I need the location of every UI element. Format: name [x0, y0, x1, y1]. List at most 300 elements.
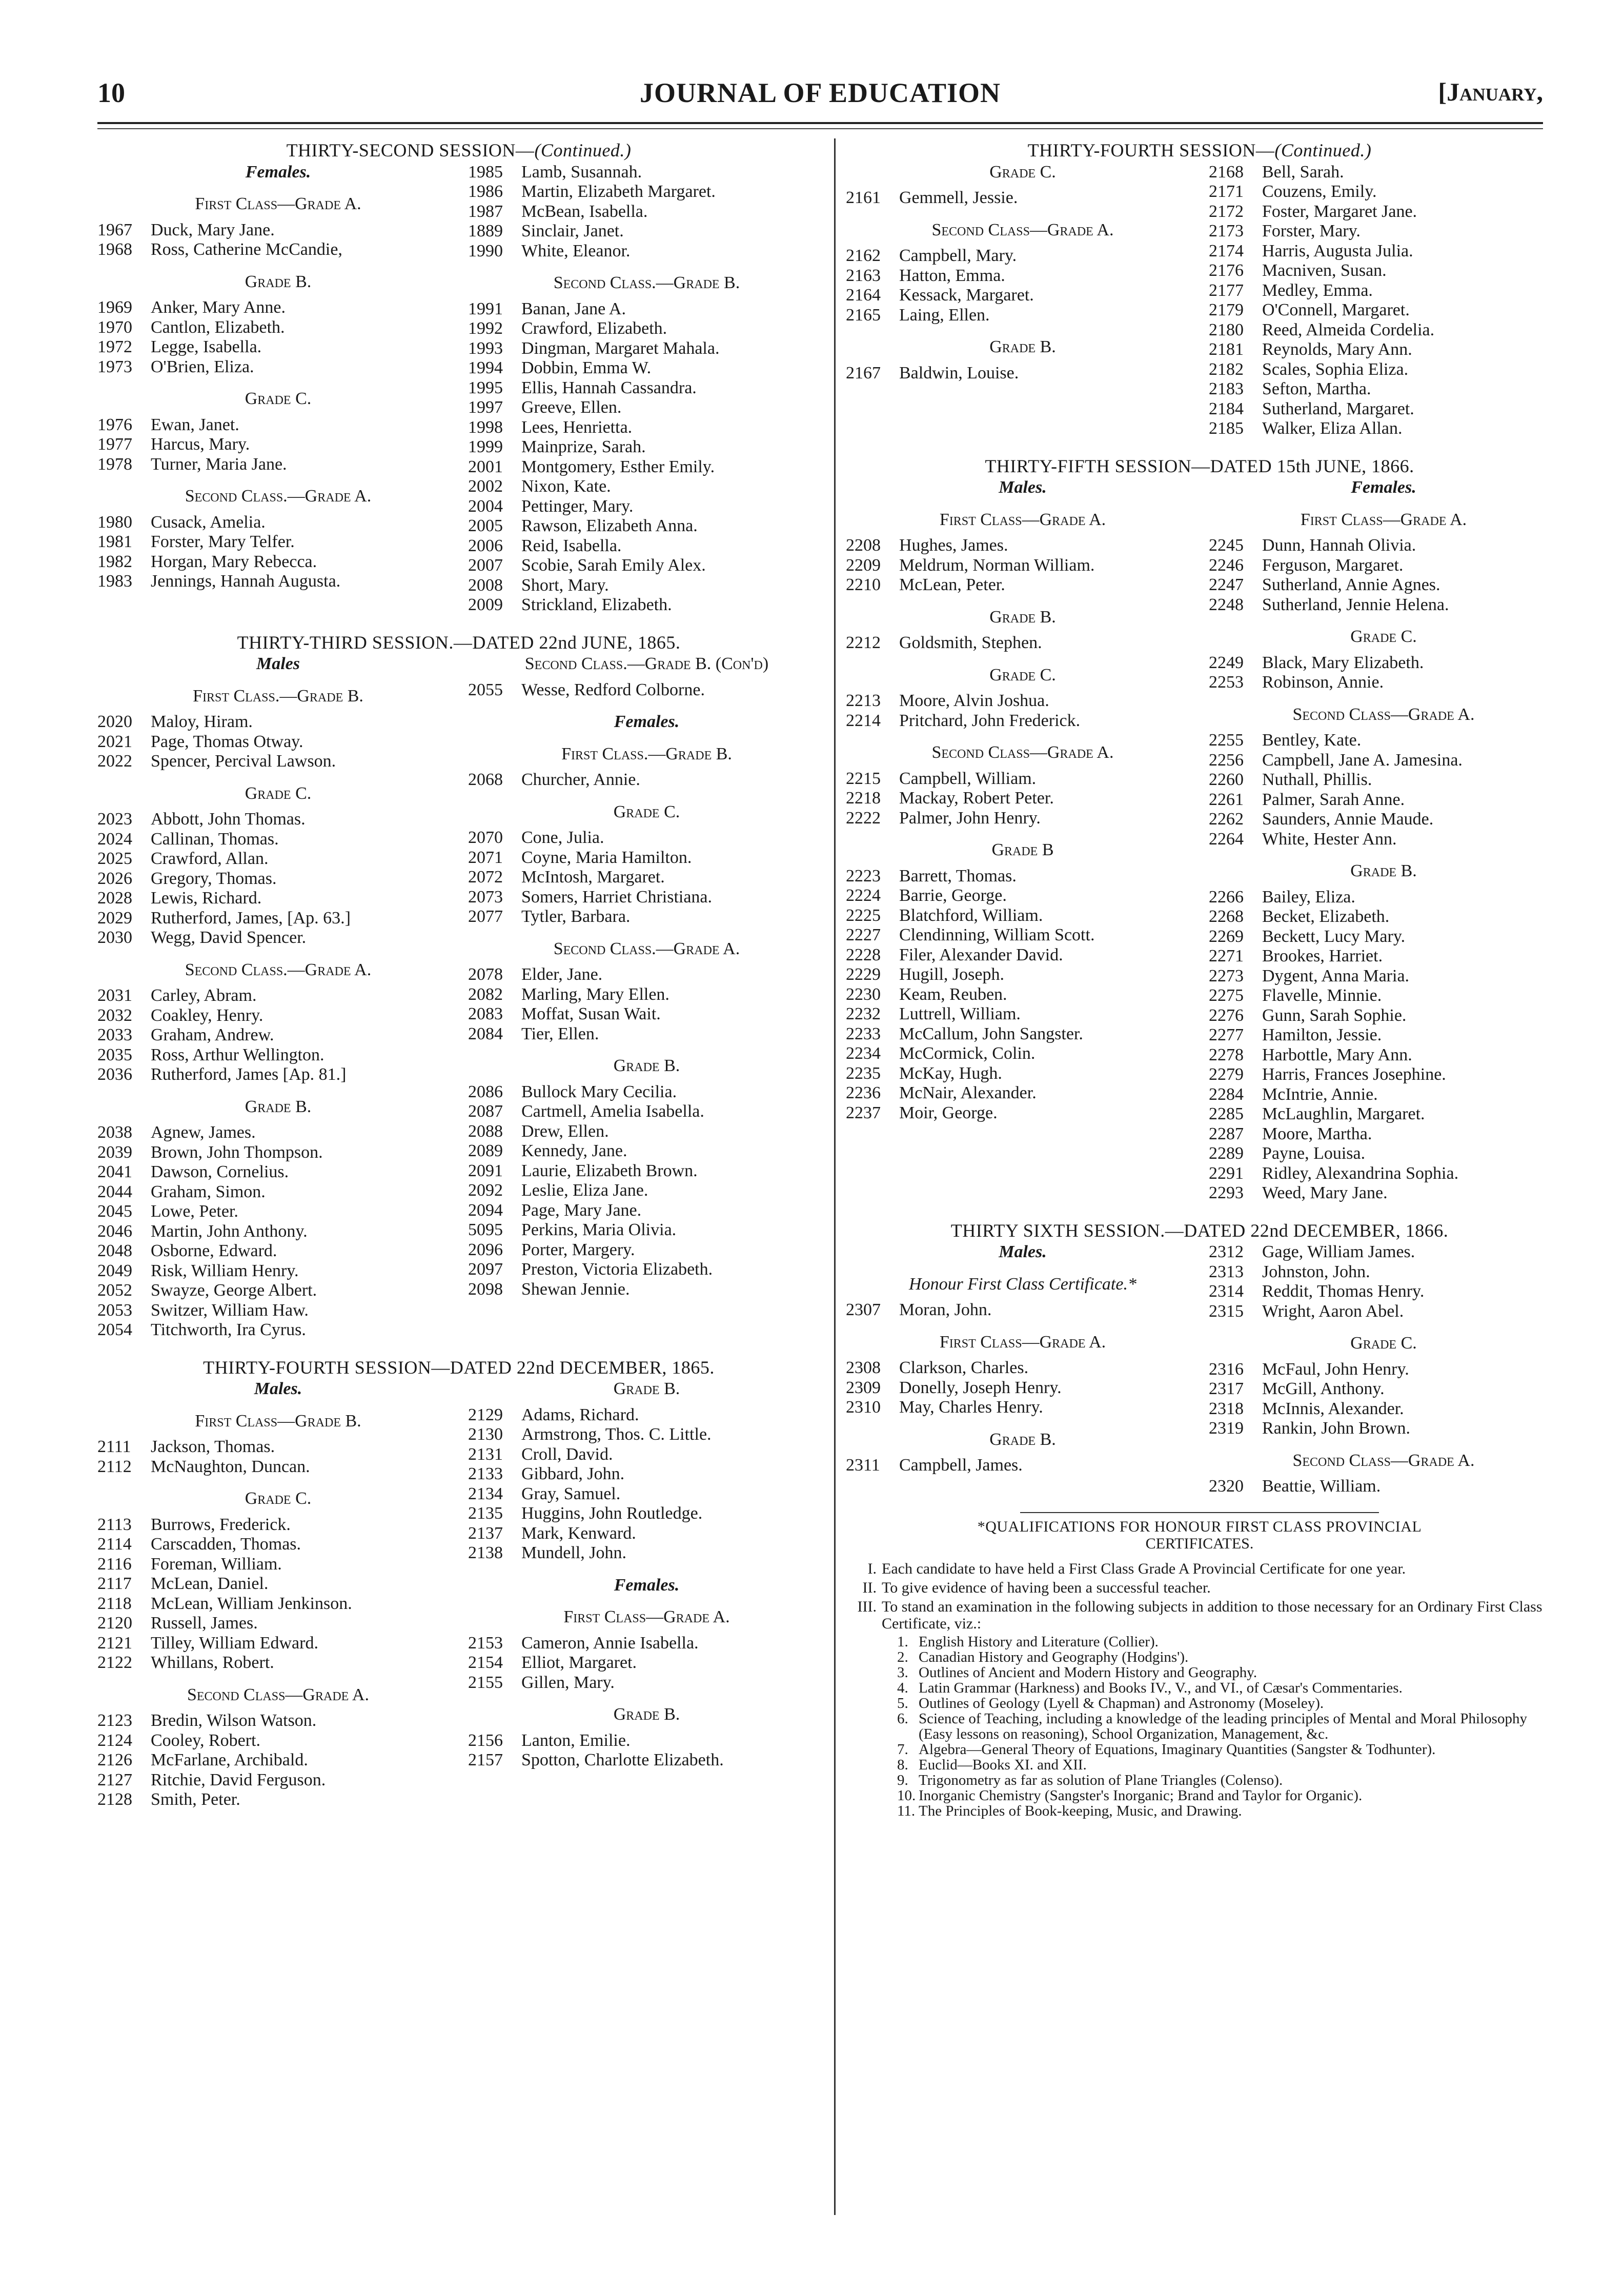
entry-list — [468, 163, 825, 261]
heading-text: Second Class.—Grade A. — [553, 939, 740, 958]
certificate-entry — [1209, 1379, 1558, 1399]
candidate-name: Gunn, Sarah Sophie. — [1262, 1005, 1407, 1025]
certificate-number: 2185 — [1209, 419, 1244, 438]
certificate-entry — [1209, 751, 1558, 771]
candidate-name: Blatchford, William. — [899, 905, 1043, 925]
certificate-entry — [97, 712, 459, 732]
candidate-name: Adams, Richard. — [521, 1405, 639, 1424]
certificate-number: 1985 — [468, 162, 503, 182]
candidate-name: McLean, William Jenkinson. — [151, 1594, 352, 1613]
certificate-entry — [1209, 790, 1558, 810]
candidate-name: Gray, Samuel. — [521, 1484, 621, 1503]
qualifications-title: *QUALIFICATIONS FOR HONOUR FIRST CLASS PROVINCIAL — [977, 1518, 1422, 1535]
certificate-entry — [846, 1024, 1200, 1044]
certificate-number: 2208 — [846, 536, 881, 555]
subject-item — [897, 1803, 1558, 1819]
certificate-entry — [97, 337, 459, 357]
sex-heading — [468, 1576, 825, 1596]
candidate-name: McGill, Anthony. — [1262, 1379, 1385, 1398]
subject-number: 2. — [897, 1648, 908, 1665]
entry-list — [846, 188, 1200, 208]
certificate-entry — [97, 1614, 459, 1634]
candidate-name: Payne, Louisa. — [1262, 1144, 1366, 1163]
grade-heading — [846, 220, 1200, 240]
candidate-name: McNaughton, Duncan. — [151, 1457, 310, 1476]
certificate-number: 2088 — [468, 1121, 503, 1141]
candidate-name: Ritchie, David Ferguson. — [151, 1770, 326, 1789]
certificate-number: 2124 — [97, 1730, 132, 1750]
candidate-name: Cooley, Robert. — [151, 1730, 261, 1750]
certificate-entry — [468, 457, 825, 477]
certificate-number: 2025 — [97, 849, 132, 868]
heading-text: Second Class.—Grade B. — [553, 273, 740, 292]
candidate-name: Mundell, John. — [521, 1543, 626, 1562]
entry-list — [846, 867, 1200, 1123]
grade-heading — [97, 194, 459, 214]
grade-heading — [468, 939, 825, 959]
certificate-entry — [846, 1456, 1200, 1476]
candidate-name: May, Charles Henry. — [899, 1398, 1043, 1417]
certificate-entry — [468, 222, 825, 241]
certificate-entry — [468, 1240, 825, 1260]
entry-list — [1209, 163, 1558, 439]
certificate-entry — [1209, 1242, 1558, 1262]
entry-list — [1209, 888, 1558, 1203]
certificate-entry — [1209, 1006, 1558, 1026]
candidate-name: Tytler, Barbara. — [521, 907, 631, 926]
certificate-number: 2245 — [1209, 536, 1244, 555]
certificate-entry — [468, 1445, 825, 1465]
entry-list — [97, 1123, 459, 1340]
subject-item — [897, 1711, 1558, 1742]
certificate-entry — [97, 1555, 459, 1575]
certificate-number: 2113 — [97, 1515, 132, 1534]
certificate-number: 2179 — [1209, 300, 1244, 319]
candidate-name: Dingman, Margaret Mahala. — [521, 338, 720, 358]
certificate-number: 2276 — [1209, 1005, 1244, 1025]
certificate-entry — [97, 1711, 459, 1731]
certificate-number: 2020 — [97, 712, 132, 731]
candidate-name: McFaul, John Henry. — [1262, 1359, 1409, 1379]
certificate-entry — [1209, 536, 1558, 556]
heading-text: Females. — [1351, 478, 1416, 497]
right-column — [841, 137, 1558, 1819]
subject-number: 11. — [897, 1802, 916, 1819]
candidate-name: Abbott, John Thomas. — [151, 810, 306, 829]
certificate-number: 2262 — [1209, 810, 1244, 829]
certificate-number: 2235 — [846, 1063, 881, 1083]
certificate-entry — [1209, 731, 1558, 751]
certificate-entry — [97, 572, 459, 592]
certificate-number: 2184 — [1209, 399, 1244, 418]
certificate-entry — [468, 888, 825, 908]
candidate-name: Campbell, James. — [899, 1456, 1023, 1475]
certificate-entry — [468, 595, 825, 615]
certificate-number: 2135 — [468, 1504, 503, 1523]
candidate-name: Crawford, Allan. — [151, 849, 269, 868]
certificate-number: 2223 — [846, 866, 881, 885]
candidate-name: Whillans, Robert. — [151, 1653, 274, 1672]
candidate-name: Spencer, Percival Lawson. — [151, 752, 336, 771]
certificate-number: 2246 — [1209, 555, 1244, 575]
certificate-entry — [468, 1122, 825, 1142]
certificate-entry — [1209, 986, 1558, 1006]
candidate-name: Beckett, Lucy Mary. — [1262, 927, 1406, 946]
certificate-number: 1999 — [468, 437, 503, 456]
certificate-entry — [468, 536, 825, 556]
grade-heading — [1209, 1334, 1558, 1354]
candidate-name: Brown, John Thompson. — [151, 1142, 323, 1162]
session-title — [841, 456, 1558, 476]
entry-list — [97, 1515, 459, 1673]
certificate-number: 2073 — [468, 887, 503, 907]
candidate-name: Harcus, Mary. — [151, 435, 250, 454]
heading-text: Grade B. — [613, 1056, 680, 1075]
certificate-number: 1991 — [468, 299, 503, 318]
session-title-continued: (Continued.) — [534, 140, 632, 160]
certificate-number: 2278 — [1209, 1045, 1244, 1064]
certificate-number: 2312 — [1209, 1242, 1244, 1261]
candidate-name: Maloy, Hiram. — [151, 712, 253, 731]
certificate-entry — [468, 1731, 825, 1751]
certificate-number: 2284 — [1209, 1084, 1244, 1104]
candidate-name: Spotton, Charlotte Elizabeth. — [521, 1750, 724, 1769]
candidate-name: Preston, Victoria Elizabeth. — [521, 1260, 713, 1279]
certificate-entry — [1209, 261, 1558, 281]
sub-column-right — [459, 654, 825, 1342]
certificate-entry — [468, 770, 825, 790]
candidate-name: Dobbin, Emma W. — [521, 358, 652, 377]
certificate-number: 2162 — [846, 246, 881, 265]
candidate-name: Keam, Reuben. — [899, 984, 1007, 1004]
candidate-name: Drew, Ellen. — [521, 1121, 609, 1141]
candidate-name: Strickland, Elizabeth. — [521, 595, 672, 614]
grade-heading — [468, 654, 825, 674]
candidate-name: Mackay, Robert Peter. — [899, 789, 1054, 808]
certificate-number: 2031 — [97, 986, 132, 1005]
certificate-number: 2233 — [846, 1024, 881, 1043]
candidate-name: Crawford, Elizabeth. — [521, 319, 667, 338]
certificate-number: 1998 — [468, 417, 503, 437]
subject-text: Inorganic Chemistry (Sangster's Inorganic; Brand and Taylor for Organic). — [919, 1787, 1363, 1804]
candidate-name: Reynolds, Mary Ann. — [1262, 340, 1412, 359]
candidate-name: Switzer, William Haw. — [151, 1300, 309, 1320]
certificate-number: 2213 — [846, 691, 881, 710]
certificate-number: 2083 — [468, 1004, 503, 1023]
certificate-number: 2320 — [1209, 1477, 1244, 1496]
certificate-number: 1981 — [97, 532, 132, 551]
journal-title: JOURNAL OF EDUCATION — [639, 77, 1001, 108]
candidate-name: Hamilton, Jessie. — [1262, 1025, 1382, 1044]
entry-list — [97, 513, 459, 592]
candidate-name: Foreman, William. — [151, 1554, 282, 1574]
certificate-entry — [97, 830, 459, 850]
entry-list — [1209, 1242, 1558, 1321]
certificate-number: 2048 — [97, 1241, 132, 1260]
grade-heading — [468, 744, 825, 764]
certificate-entry — [1209, 1124, 1558, 1144]
certificate-number: 2308 — [846, 1358, 881, 1377]
grade-heading — [1209, 705, 1558, 725]
subject-item — [897, 1665, 1558, 1680]
candidate-name: Page, Mary Jane. — [521, 1200, 642, 1220]
candidate-name: Graham, Andrew. — [151, 1025, 274, 1044]
entry-list — [97, 1711, 459, 1810]
certificate-number: 2070 — [468, 828, 503, 847]
certificate-number: 2118 — [97, 1594, 132, 1613]
entry-list — [97, 712, 459, 772]
subject-text: Canadian History and Geography (Hodgins'). — [919, 1648, 1189, 1665]
certificate-number: 2096 — [468, 1240, 503, 1259]
certificate-number: 2234 — [846, 1044, 881, 1063]
subject-text: Trigonometry as far as solution of Plane Triangles (Colenso). — [919, 1771, 1283, 1788]
certificate-number: 2273 — [1209, 966, 1244, 985]
candidate-name: Clendinning, William Scott. — [899, 925, 1095, 944]
candidate-name: Walker, Eliza Allan. — [1262, 419, 1403, 438]
certificate-entry — [468, 477, 825, 497]
candidate-name: Campbell, William. — [899, 769, 1037, 788]
certificate-entry — [468, 241, 825, 261]
heading-text: Honour First Class Certificate.* — [909, 1274, 1136, 1294]
certificate-entry — [846, 286, 1200, 306]
subject-item — [897, 1649, 1558, 1665]
heading-text: Grade C. — [989, 665, 1056, 684]
header-rule — [97, 122, 1543, 124]
certificate-number: 2256 — [1209, 750, 1244, 770]
sub-column-right — [1200, 478, 1558, 1205]
certificate-number: 2128 — [97, 1790, 132, 1809]
certificate-entry — [846, 925, 1200, 945]
certificate-number: 2174 — [1209, 241, 1244, 260]
certificate-entry — [468, 907, 825, 927]
certificate-entry — [468, 339, 825, 359]
candidate-name: Cantlon, Elizabeth. — [151, 317, 285, 337]
certificate-number: 2316 — [1209, 1359, 1244, 1379]
certificate-entry — [1209, 1262, 1558, 1282]
certificate-number: 2248 — [1209, 595, 1244, 614]
qualifications-section — [841, 1512, 1558, 1819]
heading-text: Second Class—Grade A. — [1292, 1451, 1475, 1470]
sub-column-left — [92, 1379, 459, 1812]
heading-text: Second Class—Grade A. — [1292, 704, 1475, 724]
certificate-entry — [468, 848, 825, 868]
certificate-entry — [1209, 320, 1558, 340]
candidate-name: Elder, Jane. — [521, 965, 603, 984]
certificate-entry — [97, 1515, 459, 1535]
certificate-number: 2182 — [1209, 359, 1244, 379]
candidate-name: Wesse, Redford Colborne. — [521, 680, 705, 699]
session-body — [92, 654, 825, 1342]
subject-text: Latin Grammar (Harkness) and Books IV., V., and VI., of Cæsar's Commentaries. — [919, 1679, 1403, 1696]
candidate-name: Risk, William Henry. — [151, 1261, 299, 1280]
candidate-name: Rutherford, James [Ap. 81.] — [151, 1065, 347, 1084]
candidate-name: Gillen, Mary. — [521, 1673, 615, 1692]
certificate-number: 2264 — [1209, 829, 1244, 849]
heading-text: Males. — [999, 478, 1047, 497]
candidate-name: McKay, Hugh. — [899, 1063, 1002, 1083]
certificate-number: 2126 — [97, 1750, 132, 1769]
grade-heading — [468, 1379, 825, 1399]
entry-list — [468, 770, 825, 790]
subject-item — [897, 1696, 1558, 1711]
candidate-name: Moran, John. — [899, 1300, 992, 1319]
certificate-number: 2120 — [97, 1614, 132, 1633]
candidate-name: Perkins, Maria Olivia. — [521, 1220, 677, 1239]
certificate-number: 2134 — [468, 1484, 503, 1503]
certificate-entry — [97, 1437, 459, 1457]
certificate-number: 2180 — [1209, 320, 1244, 339]
certificate-number: 2154 — [468, 1653, 503, 1672]
candidate-name: Short, Mary. — [521, 575, 609, 595]
certificate-number: 1978 — [97, 454, 132, 474]
candidate-name: McLean, Daniel. — [151, 1574, 269, 1593]
candidate-name: Rankin, John Brown. — [1262, 1419, 1410, 1438]
candidate-name: McNair, Alexander. — [899, 1083, 1037, 1102]
subject-number: 8. — [897, 1756, 908, 1773]
candidate-name: McIntrie, Annie. — [1262, 1084, 1378, 1104]
certificate-entry — [1209, 907, 1558, 927]
candidate-name: Shewan Jennie. — [521, 1279, 630, 1299]
certificate-number: 2068 — [468, 770, 503, 789]
certificate-entry — [97, 435, 459, 455]
certificate-entry — [846, 246, 1200, 266]
column-divider — [834, 138, 836, 2215]
certificate-entry — [97, 928, 459, 948]
heading-text: Females. — [245, 162, 311, 182]
entry-list — [846, 246, 1200, 325]
candidate-name: Sefton, Martha. — [1262, 379, 1371, 398]
certificate-entry — [846, 867, 1200, 887]
heading-text: First Class—Grade A. — [195, 194, 361, 213]
certificate-entry — [468, 1102, 825, 1122]
candidate-name: Legge, Isabella. — [151, 337, 262, 356]
subject-item — [897, 1788, 1558, 1803]
sex-heading — [97, 163, 459, 183]
grade-heading — [1209, 1451, 1558, 1471]
candidate-name: Dawson, Cornelius. — [151, 1162, 289, 1181]
session-title — [841, 1221, 1558, 1241]
certificate-entry — [97, 752, 459, 772]
session-title-text: THIRTY-FIFTH SESSION—DATED 15th JUNE, 1866. — [985, 455, 1414, 476]
certificate-entry — [468, 868, 825, 888]
candidate-name: Cusack, Amelia. — [151, 512, 266, 532]
candidate-name: Barrett, Thomas. — [899, 866, 1017, 885]
grade-heading — [97, 1489, 459, 1509]
grade-heading — [1209, 627, 1558, 647]
candidate-name: Lowe, Peter. — [151, 1202, 238, 1221]
candidate-name: Brookes, Harriet. — [1262, 947, 1383, 965]
candidate-name: Burrows, Frederick. — [151, 1515, 291, 1534]
candidate-name: Moore, Alvin Joshua. — [899, 691, 1049, 710]
certificate-entry — [97, 1574, 459, 1594]
certificate-entry — [1209, 222, 1558, 241]
candidate-name: McCormick, Colin. — [899, 1044, 1036, 1063]
certificate-number: 2130 — [468, 1425, 503, 1444]
entry-list — [846, 633, 1200, 653]
candidate-name: Harris, Frances Josephine. — [1262, 1065, 1446, 1084]
certificate-number: 2078 — [468, 965, 503, 984]
certificate-number: 1889 — [468, 222, 503, 240]
heading-text: Grade B. — [245, 272, 312, 291]
candidate-name: Pritchard, John Frederick. — [899, 711, 1081, 730]
candidate-name: Baldwin, Louise. — [899, 363, 1019, 382]
certificate-entry — [97, 298, 459, 318]
candidate-name: Clarkson, Charles. — [899, 1358, 1029, 1377]
certificate-number: 2138 — [468, 1543, 503, 1562]
entry-list — [97, 298, 459, 377]
candidate-name: Carley, Abram. — [151, 986, 257, 1005]
heading-text: Grade C. — [245, 1489, 312, 1508]
entry-list — [97, 986, 459, 1085]
certificate-entry — [468, 163, 825, 183]
certificate-number: 2153 — [468, 1633, 503, 1653]
certificate-entry — [97, 986, 459, 1006]
entry-list — [846, 364, 1200, 384]
certificate-entry — [846, 1398, 1200, 1418]
heading-text: Females. — [614, 1575, 680, 1595]
candidate-name: Pettinger, Mary. — [521, 496, 634, 516]
certificate-number: 2005 — [468, 516, 503, 535]
heading-text: Females. — [614, 712, 680, 731]
certificate-entry — [1209, 1360, 1558, 1380]
certificate-number: 1994 — [468, 358, 503, 377]
certificate-entry — [468, 299, 825, 319]
candidate-name: Moir, George. — [899, 1103, 998, 1122]
certificate-number: 2117 — [97, 1574, 132, 1593]
certificate-entry — [1209, 1302, 1558, 1322]
certificate-entry — [1209, 1025, 1558, 1045]
certificate-entry — [1209, 927, 1558, 947]
certificate-number: 2094 — [468, 1200, 503, 1220]
candidate-name: Macniven, Susan. — [1262, 261, 1387, 280]
heading-text: Second Class—Grade A. — [187, 1685, 369, 1704]
heading-text: Grade C. — [613, 802, 680, 821]
certificate-number: 2247 — [1209, 575, 1244, 594]
grade-heading — [97, 389, 459, 409]
certificate-number: 2176 — [1209, 261, 1244, 280]
certificate-number: 1992 — [468, 319, 503, 338]
certificate-entry — [468, 1280, 825, 1300]
certificate-entry — [97, 810, 459, 830]
candidate-name: Couzens, Emily. — [1262, 182, 1377, 201]
grade-heading — [468, 1056, 825, 1076]
certificate-number: 2084 — [468, 1024, 503, 1043]
certificate-number: 2212 — [846, 633, 881, 652]
candidate-name: Kessack, Margaret. — [899, 286, 1034, 305]
certificate-number: 2225 — [846, 905, 881, 925]
entry-list — [468, 680, 825, 700]
candidate-name: Black, Mary Elizabeth. — [1262, 653, 1424, 672]
heading-text: Males — [256, 654, 300, 673]
candidate-name: Martin, John Anthony. — [151, 1221, 308, 1241]
certificate-number: 2028 — [97, 889, 132, 908]
certificate-number: 2129 — [468, 1405, 503, 1424]
certificate-entry — [468, 828, 825, 848]
certificate-entry — [846, 1358, 1200, 1378]
heading-text: Grade B — [991, 840, 1054, 859]
session-title — [92, 633, 825, 653]
candidate-name: Page, Thomas Otway. — [151, 732, 303, 751]
certificate-number: 2157 — [468, 1750, 503, 1769]
certificate-number: 2097 — [468, 1260, 503, 1279]
certificate-number: 2033 — [97, 1025, 132, 1044]
certificate-number: 2021 — [97, 732, 132, 751]
certificate-entry — [97, 357, 459, 377]
subject-item — [897, 1634, 1558, 1649]
certificate-number: 1972 — [97, 337, 132, 356]
certificate-number: 2177 — [1209, 280, 1244, 300]
grade-heading — [97, 784, 459, 804]
